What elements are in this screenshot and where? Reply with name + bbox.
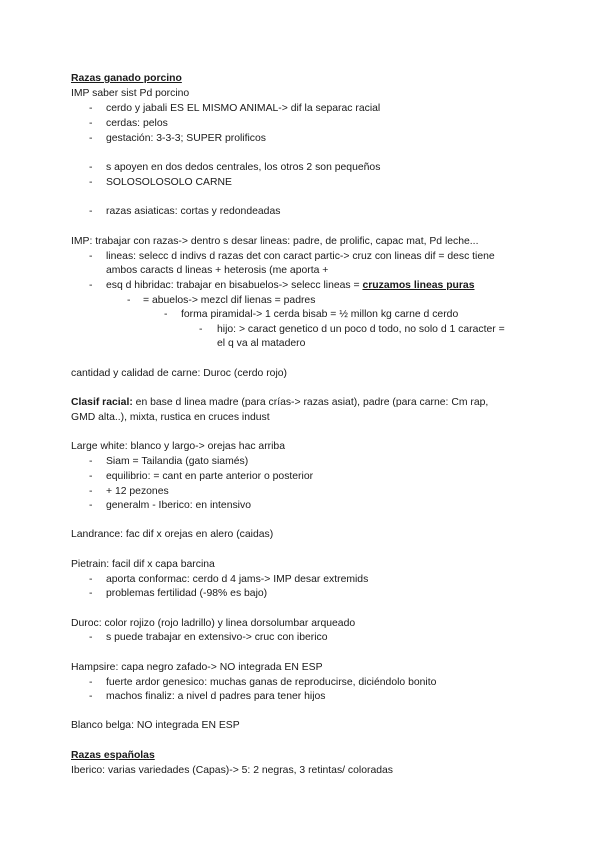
breed-hampsire: Hampsire: capa negro zafado-> NO integrada EN ESP <box>71 662 323 673</box>
bullet-text-emphasis: cruzamos lineas puras <box>362 280 475 291</box>
heading-razas-porcino: Razas ganado porcino <box>71 73 182 84</box>
bullet-text: cerdo y jabali ES EL MISMO ANIMAL-> dif la separac racial <box>106 103 381 114</box>
text-line: GMD alta..), mixta, rustica en cruces indust <box>71 412 270 423</box>
bullet-text: SOLOSOLOSOLO CARNE <box>106 177 232 188</box>
bullet-text: problemas fertilidad (-98% es bajo) <box>106 588 268 599</box>
bullet-text-plain: esq d hibridac: trabajar en bisabuelos-> selecc lineas = <box>106 280 363 291</box>
bullet-dash: - <box>89 588 93 599</box>
bullet-dash: - <box>89 677 93 688</box>
sub-bullet-text: hijo: > caract genetico d un poco d todo, no solo d 1 caracter = <box>217 324 505 335</box>
bullet-text: fuerte ardor genesico: muchas ganas de reproducirse, diciéndolo bonito <box>106 677 437 688</box>
bullet-text: s apoyen en dos dedos centrales, los otros 2 son pequeños <box>106 162 381 173</box>
bullet-text <box>106 278 475 293</box>
text-line: IMP saber sist Pd porcino <box>71 88 190 99</box>
bullet-dash: - <box>89 456 93 467</box>
breed-duroc: Duroc: color rojizo (rojo ladrillo) y linea dorsolumbar arqueado <box>71 618 356 629</box>
sub-bullet-dash: - <box>164 309 168 320</box>
breed-pietrain: Pietrain: facil dif x capa barcina <box>71 559 215 570</box>
bullet-dash: - <box>89 486 93 497</box>
bullet-text: aporta conformac: cerdo d 4 jams-> IMP desar extremids <box>106 574 369 585</box>
breed-landrance: Landrance: fac dif x orejas en alero (caidas) <box>71 529 274 540</box>
bullet-dash: - <box>89 632 93 643</box>
sub-bullet-dash: - <box>199 324 203 335</box>
bullet-text-continued: ambos caracts d lineas + heterosis (me aporta + <box>106 265 329 276</box>
clasif-label: Clasif racial: <box>71 397 133 408</box>
text-line: cantidad y calidad de carne: Duroc (cerdo rojo) <box>71 368 288 379</box>
bullet-dash: - <box>89 691 93 702</box>
bullet-dash: - <box>89 133 93 144</box>
bullet-text: razas asiaticas: cortas y redondeadas <box>106 206 281 217</box>
bullet-dash: - <box>89 206 93 217</box>
bullet-dash: - <box>89 103 93 114</box>
text-line: IMP: trabajar con razas-> dentro s desar lineas: padre, de prolific, capac mat, Pd leche... <box>71 236 479 247</box>
bullet-dash: - <box>89 118 93 129</box>
sub-bullet-text: = abuelos-> mezcl dif lienas = padres <box>143 295 316 306</box>
sub-bullet-dash: - <box>127 295 131 306</box>
bullet-dash: - <box>89 280 93 291</box>
bullet-text: gestación: 3-3-3; SUPER prolificos <box>106 133 266 144</box>
bullet-text: + 12 pezones <box>106 486 169 497</box>
sub-bullet-text: forma piramidal-> 1 cerda bisab = ½ millon kg carne d cerdo <box>181 309 459 320</box>
bullet-text: machos finaliz: a nivel d padres para tener hijos <box>106 691 326 702</box>
breed-blanco-belga: Blanco belga: NO integrada EN ESP <box>71 720 240 731</box>
breed-iberico: Iberico: varias variedades (Capas)-> 5: 2 negras, 3 retintas/ coloradas <box>71 765 393 776</box>
bullet-dash: - <box>89 162 93 173</box>
heading-razas-espanolas: Razas españolas <box>71 750 155 761</box>
bullet-text: equilibrio: = cant en parte anterior o posterior <box>106 471 314 482</box>
bullet-dash: - <box>89 177 93 188</box>
bullet-dash: - <box>89 500 93 511</box>
bullet-dash: - <box>89 574 93 585</box>
text-line <box>71 395 488 410</box>
bullet-dash: - <box>89 471 93 482</box>
bullet-text: generalm - Iberico: en intensivo <box>106 500 251 511</box>
bullet-text: Siam = Tailandia (gato siamés) <box>106 456 249 467</box>
bullet-text: s puede trabajar en extensivo-> cruc con iberico <box>106 632 328 643</box>
bullet-text: cerdas: pelos <box>106 118 168 129</box>
clasif-text: en base d linea madre (para crías-> razas asiat), padre (para carne: Cm rap, <box>132 397 489 408</box>
bullet-dash: - <box>89 251 93 262</box>
sub-bullet-text-continued: el q va al matadero <box>217 338 306 349</box>
bullet-text: lineas: selecc d indivs d razas det con caract partic-> cruz con lineas dif = desc tiene <box>106 251 495 262</box>
breed-large-white: Large white: blanco y largo-> orejas hac arriba <box>71 441 285 452</box>
